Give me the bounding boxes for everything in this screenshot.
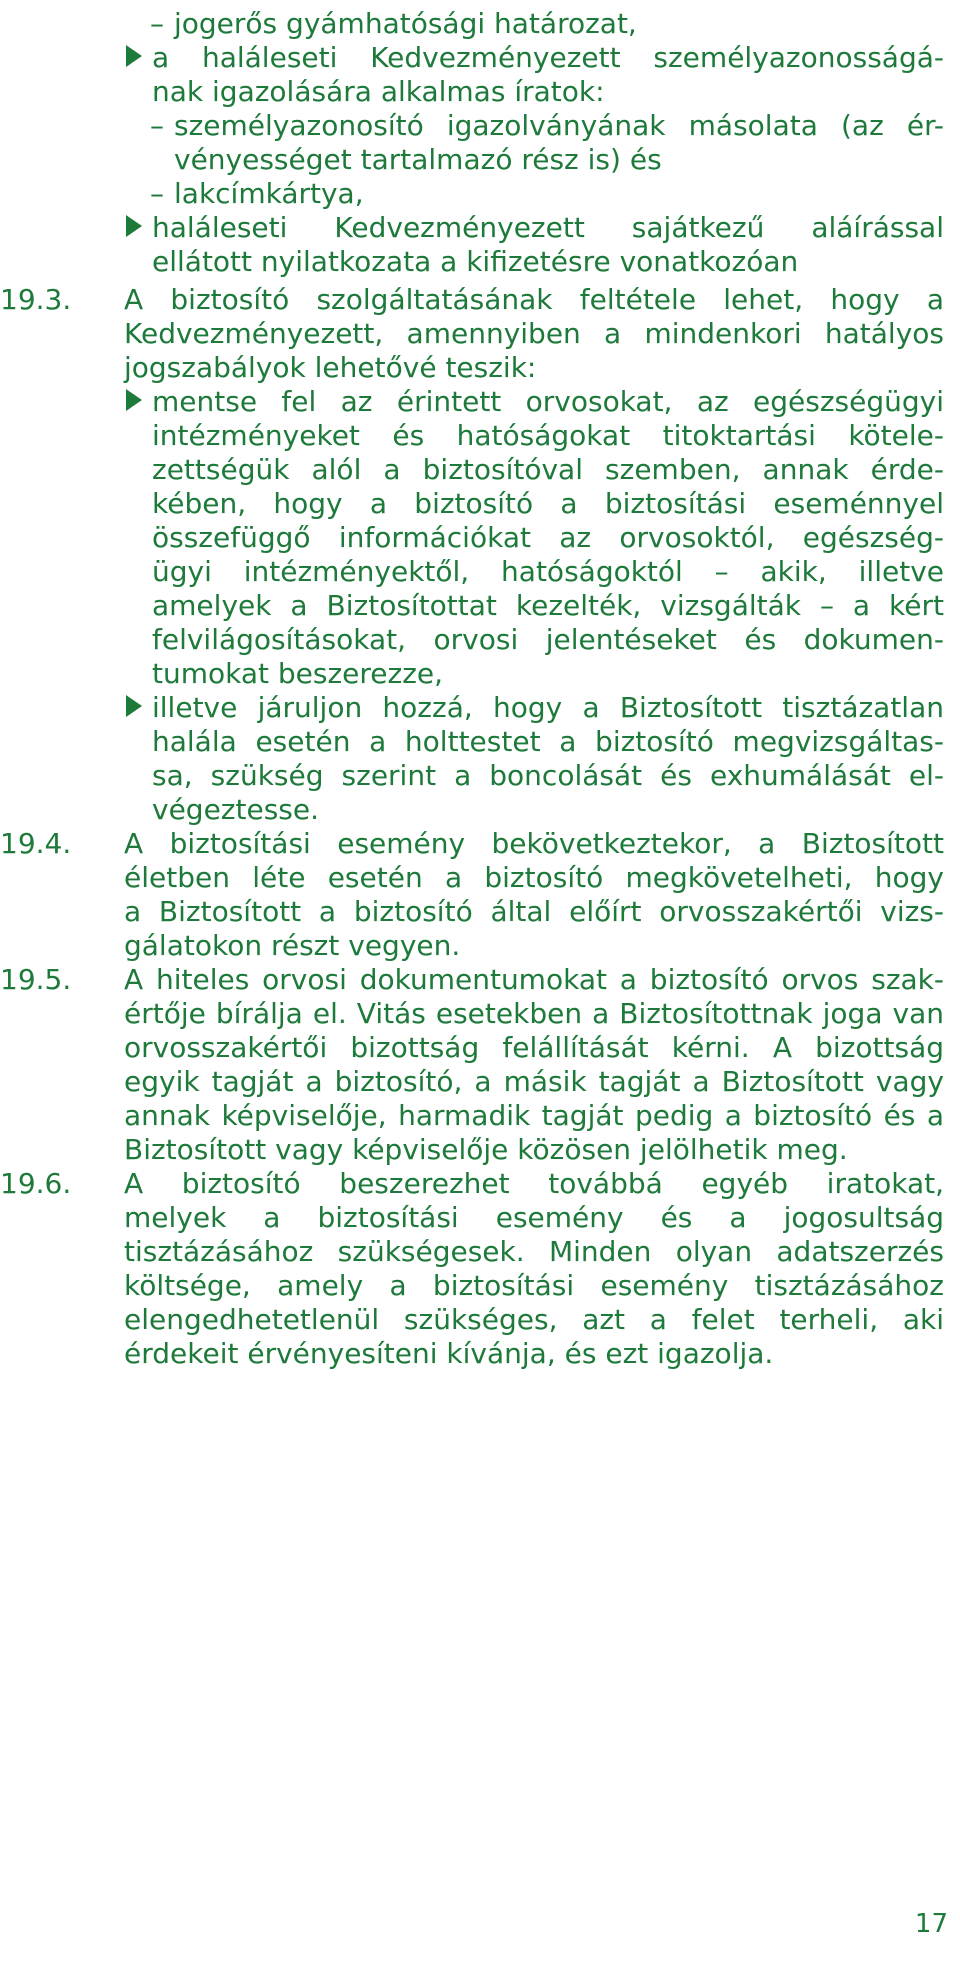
- dash-marker: –: [150, 109, 164, 142]
- list-item-continuation: intézményeket és hatóságokat titoktartási kötele-: [152, 419, 944, 452]
- paragraph-line: életben léte esetén a biztosító megkövetelheti, hogy: [124, 861, 944, 894]
- paragraph-line: érdekeit érvényesíteni kívánja, és ezt igazolja.: [124, 1337, 774, 1370]
- list-item: illetve járuljon hozzá, hogy a Biztosított tisztázatlan: [152, 691, 944, 724]
- list-item-continuation: felvilágosításokat, orvosi jelentéseket és dokumen-: [152, 623, 944, 656]
- list-item-continuation: összefüggő információkat az orvosoktól, egészség-: [152, 521, 944, 554]
- paragraph-line: A biztosító beszerezhet továbbá egyéb iratokat,: [124, 1167, 944, 1200]
- list-item: jogerős gyámhatósági határozat,: [174, 7, 637, 40]
- paragraph-line: tisztázásához szükségesek. Minden olyan adatszerzés: [124, 1235, 944, 1268]
- list-item-continuation: ügyi intézményektől, hatóságoktól – akik, illetve: [152, 555, 944, 588]
- paragraph-line: költsége, amely a biztosítási esemény tisztázásához: [124, 1269, 944, 1302]
- list-item: a haláleseti Kedvezményezett személyazonosságá-: [152, 41, 944, 74]
- list-item: személyazonosító igazolványának másolata (az ér-: [174, 109, 944, 142]
- list-item-continuation: tumokat beszerezze,: [152, 657, 444, 690]
- list-item-continuation: ellátott nyilatkozata a kifizetésre vonatkozóan: [152, 245, 799, 278]
- list-item-continuation: sa, szükség szerint a boncolását és exhumálását el-: [152, 759, 944, 792]
- list-item: lakcímkártya,: [174, 177, 364, 210]
- dash-marker: –: [150, 177, 164, 210]
- list-item-continuation: halála esetén a holttestet a biztosító megvizsgáltas-: [152, 725, 944, 758]
- paragraph-line: Biztosított vagy képviselője közösen jelölhetik meg.: [124, 1133, 848, 1166]
- list-item-continuation: végeztesse.: [152, 793, 320, 826]
- triangle-bullet-icon: [126, 695, 142, 717]
- paragraph-line: Kedvezményezett, amennyiben a mindenkori hatályos: [124, 317, 944, 350]
- triangle-bullet-icon: [126, 215, 142, 237]
- paragraph-line: a Biztosított a biztosító által előírt orvosszakértői vizs-: [124, 895, 944, 928]
- paragraph-line: A hiteles orvosi dokumentumokat a biztosító orvos szak-: [124, 963, 944, 996]
- section-number: 19.5.: [0, 963, 72, 996]
- list-item-continuation: amelyek a Biztosítottat kezelték, vizsgálták – a kért: [152, 589, 944, 622]
- section-number: 19.4.: [0, 827, 72, 860]
- paragraph-line: egyik tagját a biztosító, a másik tagját a Biztosított vagy: [124, 1065, 944, 1098]
- paragraph-line: melyek a biztosítási esemény és a jogosultság: [124, 1201, 944, 1234]
- paragraph-line: A biztosító szolgáltatásának feltétele lehet, hogy a: [124, 283, 944, 316]
- list-item-continuation: nak igazolására alkalmas íratok:: [152, 75, 605, 108]
- triangle-bullet-icon: [126, 389, 142, 411]
- paragraph-line: gálatokon részt vegyen.: [124, 929, 461, 962]
- list-item-continuation: vényességet tartalmazó rész is) és: [174, 143, 662, 176]
- list-item: mentse fel az érintett orvosokat, az egészségügyi: [152, 385, 944, 418]
- paragraph-line: jogszabályok lehetővé teszik:: [124, 351, 537, 384]
- dash-marker: –: [150, 7, 164, 40]
- section-number: 19.6.: [0, 1167, 72, 1200]
- paragraph-line: annak képviselője, harmadik tagját pedig a biztosító és a: [124, 1099, 944, 1132]
- section-number: 19.3.: [0, 283, 72, 316]
- paragraph-line: értője bírálja el. Vitás esetekben a Biztosítottnak joga van: [124, 997, 944, 1030]
- page-number: 17: [914, 1909, 948, 1939]
- list-item-continuation: zettségük alól a biztosítóval szemben, annak érde-: [152, 453, 944, 486]
- paragraph-line: A biztosítási esemény bekövetkeztekor, a Biztosított: [124, 827, 944, 860]
- list-item: haláleseti Kedvezményezett sajátkezű aláírással: [152, 211, 944, 244]
- triangle-bullet-icon: [126, 45, 142, 67]
- paragraph-line: orvosszakértői bizottság felállítását kérni. A bizottság: [124, 1031, 944, 1064]
- list-item-continuation: kében, hogy a biztosító a biztosítási eseménnyel: [152, 487, 944, 520]
- paragraph-line: elengedhetetlenül szükséges, azt a felet terheli, aki: [124, 1303, 944, 1336]
